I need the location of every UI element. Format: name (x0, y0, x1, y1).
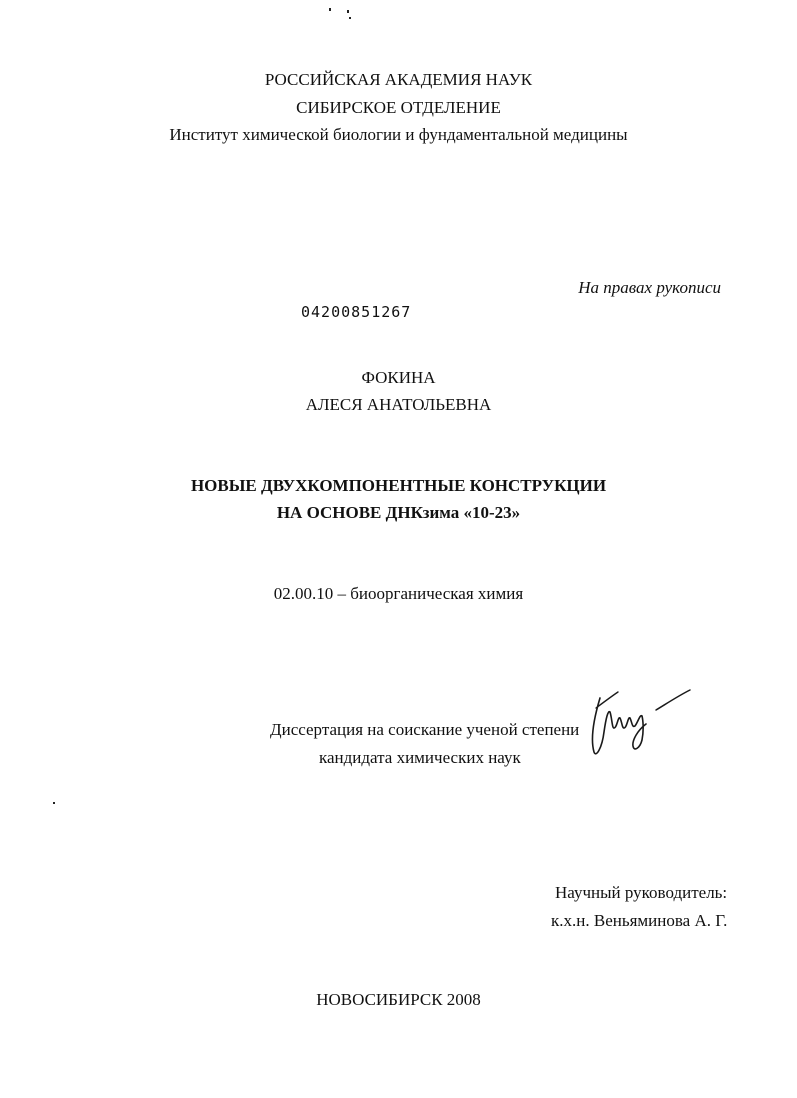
specialty-code: 02.00.10 – биоорганическая химия (273, 584, 524, 603)
academy-name: РОССИЙСКАЯ АКАДЕМИЯ НАУК (264, 70, 533, 89)
scan-speck (53, 802, 55, 804)
manuscript-note: На правах рукописи (578, 278, 721, 297)
institute-name: Институт химической биологии и фундаментальной медицины (169, 125, 628, 144)
city-year: НОВОСИБИРСК 2008 (316, 990, 481, 1009)
supervisor-name: к.х.н. Веньяминова А. Г. (551, 911, 728, 930)
degree-line-2: кандидата химических наук (319, 748, 521, 767)
catalog-number: 04200851267 (301, 303, 412, 321)
author-given-names: АЛЕСЯ АНАТОЛЬЕВНА (305, 395, 492, 414)
scan-speck (347, 10, 349, 13)
dissertation-title-line-2: НА ОСНОВЕ ДНКзима «10-23» (276, 503, 521, 522)
scan-speck (329, 8, 331, 11)
branch-name: СИБИРСКОЕ ОТДЕЛЕНИЕ (296, 98, 501, 117)
scan-speck (349, 17, 351, 19)
signature-image (586, 688, 696, 760)
author-surname: ФОКИНА (361, 368, 436, 387)
degree-line-1: Диссертация на соискание ученой степени (270, 720, 580, 739)
dissertation-title-line-1: НОВЫЕ ДВУХКОМПОНЕНТНЫЕ КОНСТРУКЦИИ (190, 476, 607, 495)
supervisor-label: Научный руководитель: (555, 883, 728, 902)
